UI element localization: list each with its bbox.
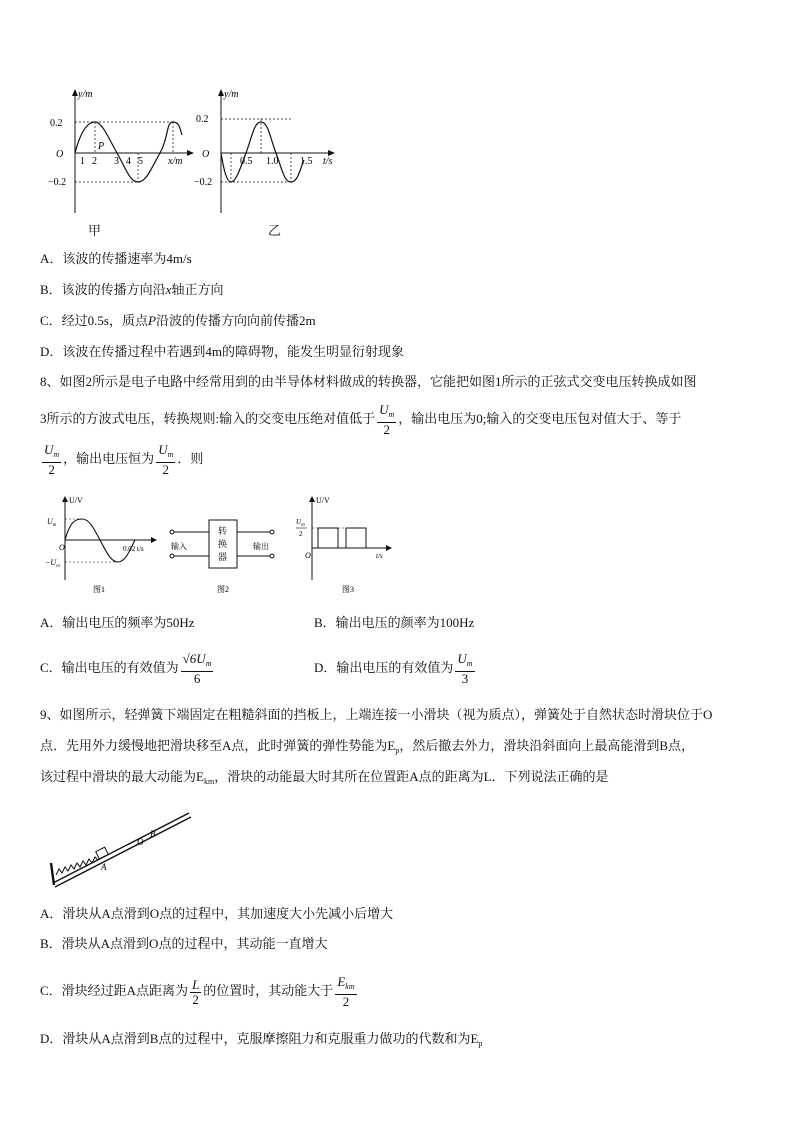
fig1-t-label: 0.02 t/s xyxy=(123,545,144,553)
q8-option-c-pre: C．输出电压的有效值为 xyxy=(40,660,179,675)
q7-option-c-var: P xyxy=(147,313,156,328)
y-axis-label: y/m xyxy=(78,89,93,100)
q8-figure-3 xyxy=(290,492,400,597)
tick-2: 2 xyxy=(92,156,97,167)
q9-line-1: 9、如图所示，轻弹簧下端固定在粗糙斜面的挡板上，上端连接一小滑块（视为质点），弹簧处于自然状态时滑块位于O xyxy=(40,707,713,722)
q9-line-3-post: ，滑块的动能最大时其所在位置距A点的距离为L．下列说法正确的是 xyxy=(214,769,609,784)
q8-line-3 xyxy=(40,442,203,477)
q8-line-3-mid: ，输出电压恒为 xyxy=(63,451,155,466)
q7-option-b-pre: B．该波的传播方向沿 xyxy=(40,282,166,297)
frac-sub: m xyxy=(466,659,473,669)
q9-line-2-sub: p xyxy=(395,746,400,755)
origin-label: O xyxy=(202,149,210,160)
q7-option-b-var: x xyxy=(165,282,172,297)
q8-option-c-fraction xyxy=(181,652,214,686)
graph-jia xyxy=(50,85,200,235)
fig2-box-char-3: 器 xyxy=(218,552,228,562)
q8-option-d[interactable] xyxy=(314,650,477,686)
q8-threshold-fraction xyxy=(377,403,396,437)
frac-den: 2 xyxy=(342,994,350,1010)
q8-option-d-fraction xyxy=(455,652,474,686)
q9-option-a[interactable]: A．滑块从A点滑到O点的过程中，其加速度大小先减小后增大 xyxy=(40,906,394,921)
q9-option-c-fraction-2 xyxy=(335,975,356,1009)
q9-option-d[interactable] xyxy=(40,1030,482,1053)
fig1-neg-um-label: $-U_m$ xyxy=(45,558,60,569)
q8-option-c[interactable] xyxy=(40,650,215,686)
frac-num: U xyxy=(158,442,168,458)
fig1-origin: O xyxy=(59,543,65,552)
frac-den: 2 xyxy=(383,422,390,438)
q7-option-a[interactable]: A．该波的传播速率为4m/s xyxy=(40,251,192,266)
q9-option-c[interactable] xyxy=(40,972,359,1010)
frac-sub: m xyxy=(205,659,212,669)
fig1-y-label: U/V xyxy=(69,496,83,505)
point-p-label: P xyxy=(98,141,105,152)
frac-num: E xyxy=(337,974,346,990)
fig2-caption: 图2 xyxy=(217,585,229,594)
fig3-level-den: 2 xyxy=(299,530,303,538)
q7-option-c-pre: C．经过0.5s，质点 xyxy=(40,313,148,328)
q8-option-d-pre: D．输出电压的有效值为 xyxy=(314,660,454,675)
q8-option-a[interactable]: A．输出电压的频率为50Hz xyxy=(40,615,195,630)
fig1-um-label: $U_m$ xyxy=(47,517,57,528)
frac-den: 6 xyxy=(193,671,201,687)
frac-den: 2 xyxy=(48,462,55,478)
q7-option-c[interactable] xyxy=(40,312,316,330)
fig3-caption: 图3 xyxy=(342,585,354,594)
q7-option-b[interactable] xyxy=(40,281,223,299)
frac-den: 2 xyxy=(162,462,170,478)
tick-5: 5 xyxy=(138,156,143,167)
q9-line-2-text: 点．先用外力缓慢地把滑块移至A点，此时弹簧的弹性势能为E xyxy=(40,738,396,753)
y-bottom-label: −0.2 xyxy=(48,177,67,188)
q9-option-c-pre: C．滑块经过距A点距离为 xyxy=(40,983,189,998)
fig2-box-char-2: 换 xyxy=(218,539,228,549)
frac-sub: m xyxy=(167,450,174,460)
graph-yi-caption: 乙 xyxy=(268,223,282,238)
y-top-label: 0.2 xyxy=(196,114,209,125)
fig1-caption: 图1 xyxy=(93,585,105,594)
origin-label: O xyxy=(56,149,64,160)
frac-num: U xyxy=(457,651,467,667)
frac-num: √6U xyxy=(182,651,206,667)
q9-option-b[interactable]: B．滑块从A点滑到O点的过程中，其动能一直增大 xyxy=(40,936,328,951)
label-o: O xyxy=(137,837,144,847)
y-axis-label: y/m xyxy=(224,89,239,100)
fig3-origin: O xyxy=(305,551,311,560)
frac-num: L xyxy=(192,976,200,992)
q9-option-d-sub: p xyxy=(478,1039,483,1048)
fig2-box-char-1: 转 xyxy=(218,526,228,536)
q9-line-2-post: ，然后撤去外力，滑块沿斜面向上最高能滑到B点， xyxy=(399,738,695,753)
tick-1-5: 1.5 xyxy=(300,156,313,167)
q8-figure-2 xyxy=(165,510,280,597)
label-a: A xyxy=(101,862,107,872)
fig3-level-num: $U_m$ xyxy=(296,518,305,528)
frac-num: U xyxy=(379,402,389,418)
q8-line-2-pre: 3所示的方波式电压，转换规则:输入的交变电压绝对值低于 xyxy=(40,411,376,426)
q9-incline-figure xyxy=(45,805,195,890)
q8-figure-1 xyxy=(45,492,165,597)
q9-line-3-text: 该过程中滑块的最大动能为E xyxy=(40,769,204,784)
q8-threshold-fraction-2 xyxy=(42,443,61,477)
q9-option-c-mid: 的位置时，其动能大于 xyxy=(203,983,334,998)
y-top-label: 0.2 xyxy=(50,118,63,129)
frac-sub: km xyxy=(345,982,355,992)
graph-yi xyxy=(196,85,346,235)
q9-line-3 xyxy=(40,768,609,791)
q9-line-2 xyxy=(40,737,694,760)
tick-3: 3 xyxy=(114,156,119,167)
fig3-t-label: t/s xyxy=(376,552,383,560)
frac-den: 2 xyxy=(192,991,199,1007)
tick-1: 1 xyxy=(80,156,85,167)
q8-option-b[interactable]: B．输出电压的颜率为100Hz xyxy=(314,615,475,630)
frac-sub: m xyxy=(388,410,395,420)
q8-line-3-post: ．则 xyxy=(177,451,204,466)
q9-option-d-text: D．滑块从A点滑到B点的过程中，克服摩擦阻力和克服重力做功的代数和为E xyxy=(40,1031,479,1046)
fig2-input-label: 输入 xyxy=(171,542,187,551)
q7-option-b-post: 轴正方向 xyxy=(171,282,224,297)
tick-0-5: 0.5 xyxy=(240,156,253,167)
fig2-output-label: 输出 xyxy=(253,542,269,551)
q8-line-2-post: ，输出电压为0;输入的交变电压包对值大于、等于 xyxy=(398,411,682,426)
tick-4: 4 xyxy=(126,156,131,167)
q9-option-c-fraction-1 xyxy=(190,978,201,1007)
label-b: B xyxy=(150,829,156,839)
tick-1-0: 1.0 xyxy=(266,156,279,167)
graph-jia-caption: 甲 xyxy=(88,223,102,238)
frac-den: 3 xyxy=(461,671,469,687)
q7-option-d[interactable]: D．该波在传播过程中若遇到4m的障碍物，能发生明显衍射现象 xyxy=(40,344,405,359)
q9-line-3-sub: km xyxy=(203,777,215,786)
fig3-y-label: U/V xyxy=(316,496,330,505)
q8-output-fraction xyxy=(156,443,175,477)
x-axis-label: x/m xyxy=(168,156,183,167)
q8-line-2 xyxy=(40,402,681,437)
x-axis-label: t/s xyxy=(323,156,333,167)
frac-sub: m xyxy=(53,450,60,460)
q7-option-c-post: 沿波的传播方向向前传播2m xyxy=(155,313,316,328)
q8-line-1: 8、如图2所示是电子电路中经常用到的由半导体材料做成的转换器，它能把如图1所示的正弦式交变电压转换成如图 xyxy=(40,374,697,389)
y-bottom-label: −0.2 xyxy=(194,177,213,188)
frac-num: U xyxy=(44,442,54,458)
